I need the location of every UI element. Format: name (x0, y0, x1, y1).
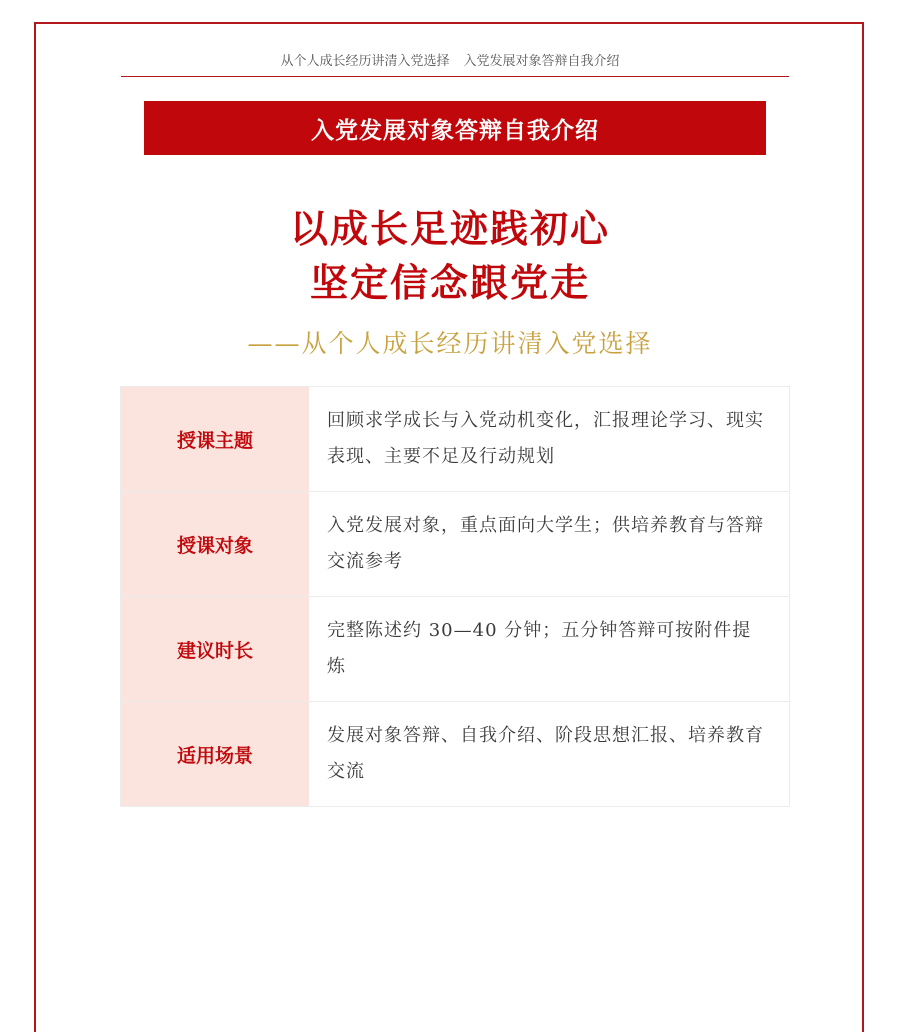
subtitle: ——从个人成长经历讲清入党选择 (247, 329, 653, 358)
running-header (0, 50, 900, 69)
running-header-right: 入党发展对象答辩自我介绍 (463, 54, 620, 69)
row-label: 授课对象 (121, 492, 310, 597)
row-value: 完整陈述约 30—40 分钟；五分钟答辩可按附件提炼 (309, 597, 790, 702)
row-value: 回顾求学成长与入党动机变化，汇报理论学习、现实表现、主要不足及行动规划 (309, 387, 790, 492)
row-value: 发展对象答辩、自我介绍、阶段思想汇报、培养教育交流 (309, 702, 790, 807)
row-label: 适用场景 (121, 702, 310, 807)
header-divider (121, 76, 789, 77)
info-table (120, 386, 790, 807)
row-label: 授课主题 (121, 387, 310, 492)
row-label: 建议时长 (121, 597, 310, 702)
table-row (121, 597, 790, 702)
running-header-left: 从个人成长经历讲清入党选择 (280, 54, 450, 69)
table-row (121, 492, 790, 597)
banner-text: 入党发展对象答辩自我介绍 (311, 117, 599, 144)
main-title-line-1: 以成长足迹践初心 (289, 207, 610, 251)
row-value: 入党发展对象，重点面向大学生；供培养教育与答辩交流参考 (309, 492, 790, 597)
section-banner (144, 101, 766, 155)
table-row (121, 387, 790, 492)
main-title-line-2: 坚定信念跟党走 (309, 261, 590, 305)
table-row (121, 702, 790, 807)
